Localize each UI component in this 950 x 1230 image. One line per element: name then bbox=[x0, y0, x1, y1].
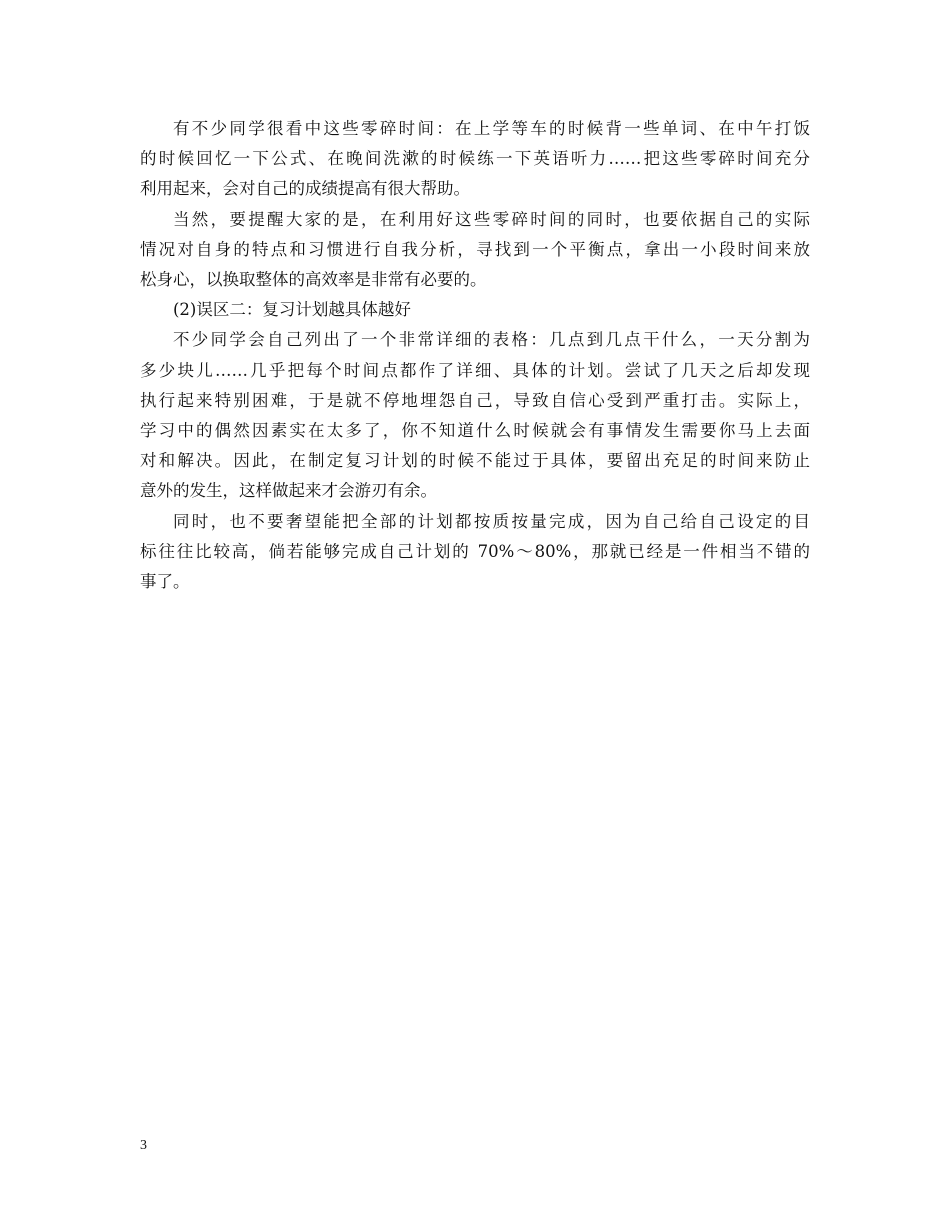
paragraph-line: 的时候回忆一下公式、在晚间洗漱的时候练一下英语听力……把这些零碎时间充分 bbox=[140, 149, 810, 169]
heading-line: (2)误区二：复习计划越具体越好 bbox=[173, 300, 411, 320]
section-heading-misconception-two bbox=[140, 295, 810, 325]
paragraph-line: 学习中的偶然因素实在太多了，你不知道什么时候就会有事情发生需要你马上去面 bbox=[140, 421, 810, 441]
paragraph-line: 标往往比较高，倘若能够完成自己计划的 70%～80%，那就已经是一件相当不错的 bbox=[140, 541, 810, 561]
paragraph-line: 执行起来特别困难，于是就不停地埋怨自己，导致自信心受到严重打击。实际上， bbox=[140, 390, 810, 410]
paragraph-fragmented-time bbox=[140, 114, 810, 205]
paragraph-line: 不少同学会自己列出了一个非常详细的表格：几点到几点干什么，一天分割为 bbox=[173, 330, 810, 350]
paragraph-line: 松身心，以换取整体的高效率是非常有必要的。 bbox=[140, 270, 487, 290]
paragraph-line: 事了。 bbox=[140, 572, 190, 592]
paragraph-line: 对和解决。因此，在制定复习计划的时候不能过于具体，要留出充足的时间来防止 bbox=[140, 451, 810, 471]
paragraph-line: 同时，也不要奢望能把全部的计划都按质按量完成，因为自己给自己设定的目 bbox=[173, 511, 810, 531]
page-number: 3 bbox=[140, 1138, 147, 1153]
paragraph-line: 意外的发生，这样做起来才会游刃有余。 bbox=[140, 481, 437, 501]
paragraph-line: 利用起来，会对自己的成绩提高有很大帮助。 bbox=[140, 179, 470, 199]
paragraph-line: 当然，要提醒大家的是，在利用好这些零碎时间的同时，也要依据自己的实际 bbox=[173, 209, 810, 229]
document-body bbox=[140, 114, 810, 597]
paragraph-balance-point bbox=[140, 205, 810, 296]
paragraph-realistic-goals bbox=[140, 507, 810, 598]
paragraph-detailed-plan bbox=[140, 325, 810, 506]
paragraph-line: 情况对自身的特点和习惯进行自我分析，寻找到一个平衡点，拿出一小段时间来放 bbox=[140, 239, 810, 259]
paragraph-line: 多少块儿……几乎把每个时间点都作了详细、具体的计划。尝试了几天之后却发现 bbox=[140, 360, 810, 380]
paragraph-line: 有不少同学很看中这些零碎时间：在上学等车的时候背一些单词、在中午打饭 bbox=[173, 119, 810, 138]
